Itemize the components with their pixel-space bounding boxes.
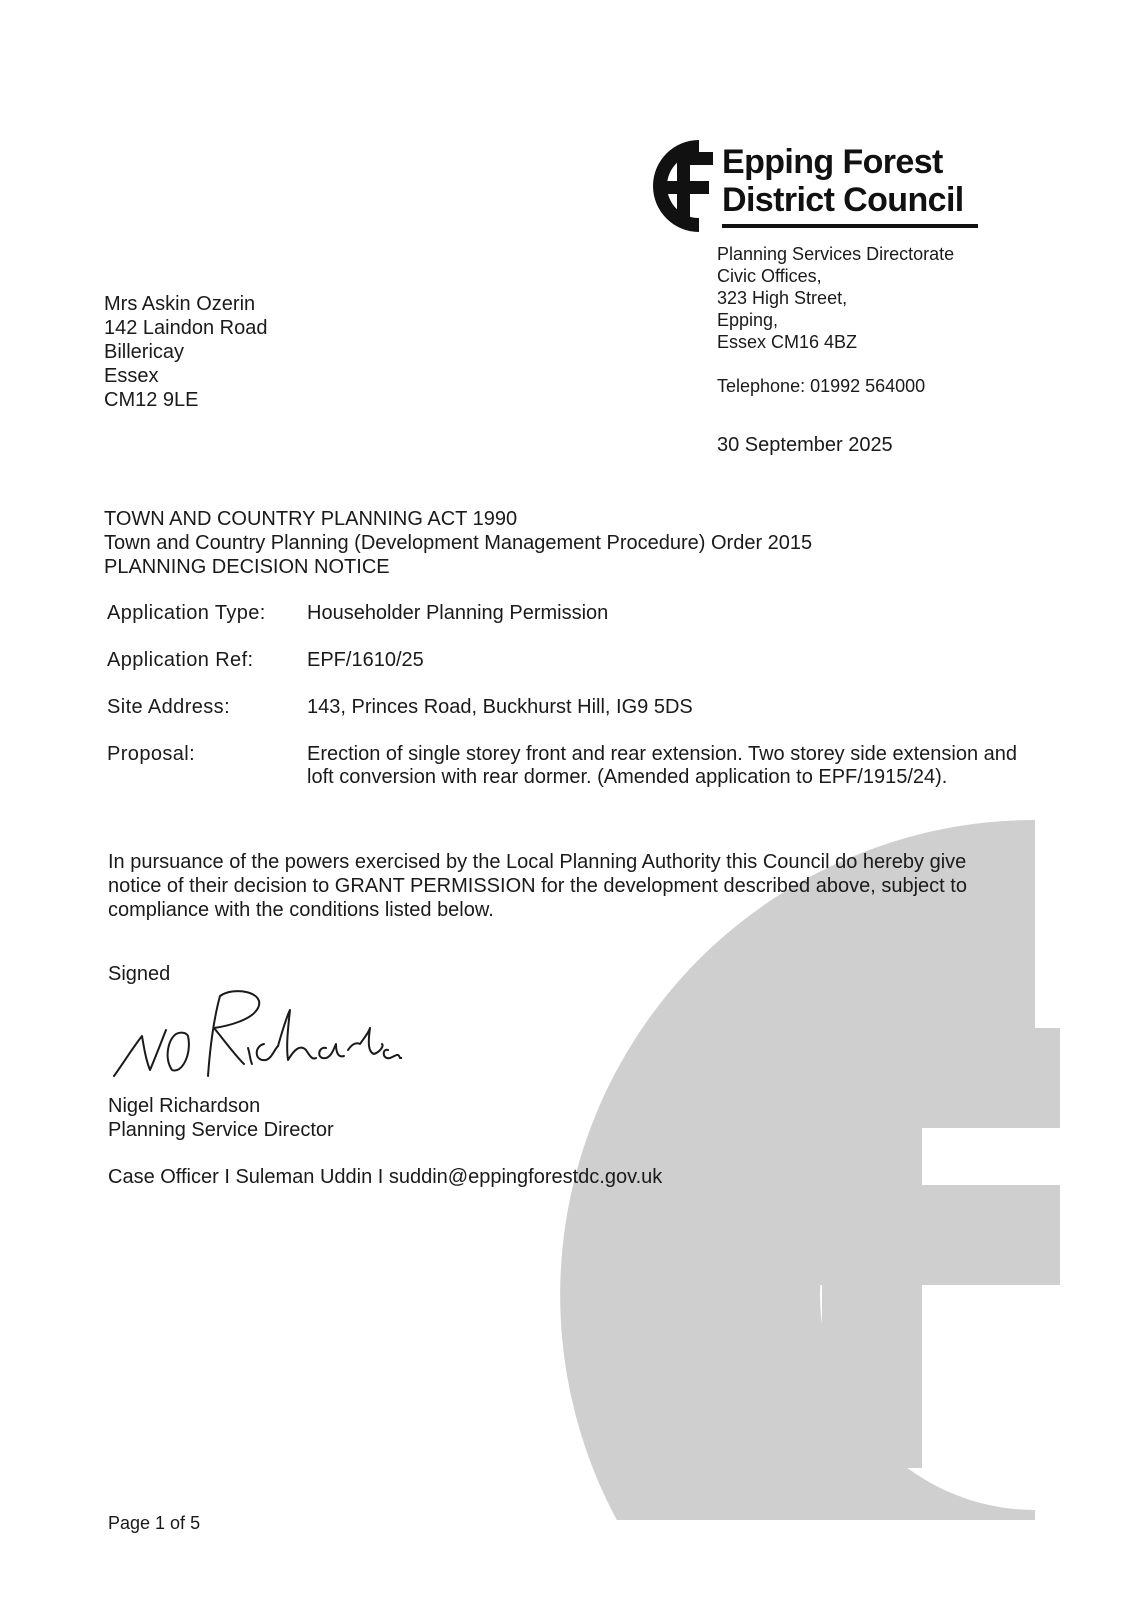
recipient-line: 142 Laindon Road	[104, 317, 268, 339]
act-heading-line1: TOWN AND COUNTRY PLANNING ACT 1990	[104, 508, 518, 530]
signatory-name: Nigel Richardson	[108, 1095, 261, 1117]
application-ref-label: Application Ref:	[107, 649, 254, 671]
council-address-line: 323 High Street,	[717, 288, 848, 308]
council-name-line2: District Council	[722, 181, 964, 219]
proposal-value: Erection of single storey front and rear extension. Two storey side extension and loft conversion with rear dormer. (Amended application to EPF/1915/24).	[307, 743, 1018, 788]
act-heading-line3: PLANNING DECISION NOTICE	[104, 556, 390, 578]
application-type-label: Application Type:	[107, 602, 266, 624]
decision-text: In pursuance of the powers exercised by the Local Planning Authority this Council do hereby give notice of their decision to GRANT PERMISSION for the development described above, subject to compliance with the conditions listed below.	[108, 851, 967, 921]
recipient-line: Mrs Askin Ozerin	[104, 293, 256, 315]
council-address-line: Planning Services Directorate	[717, 244, 955, 264]
council-address	[717, 243, 954, 353]
council-name	[722, 143, 964, 219]
signature-image	[112, 988, 402, 1088]
recipient-address	[104, 292, 267, 412]
council-address-line: Epping,	[717, 310, 779, 330]
application-ref-value: EPF/1610/25	[307, 649, 424, 671]
application-type-value: Householder Planning Permission	[307, 602, 609, 624]
page-number: Page 1 of 5	[108, 1513, 201, 1533]
recipient-line: Essex	[104, 365, 159, 387]
signatory	[108, 1094, 334, 1142]
council-address-line: Civic Offices,	[717, 266, 822, 286]
recipient-line: Billericay	[104, 341, 185, 363]
council-telephone: Telephone: 01992 564000	[717, 376, 926, 396]
recipient-line: CM12 9LE	[104, 389, 199, 411]
proposal-label: Proposal:	[107, 743, 196, 765]
case-officer-line: Case Officer I Suleman Uddin I suddin@eppingforestdc.gov.uk	[108, 1166, 663, 1188]
act-heading-line2: Town and Country Planning (Development Management Procedure) Order 2015	[104, 532, 813, 554]
council-address-line: Essex CM16 4BZ	[717, 332, 858, 352]
site-address-label: Site Address:	[107, 696, 231, 718]
council-name-line1: Epping Forest	[722, 143, 943, 181]
act-heading	[104, 507, 812, 579]
council-name-underline	[722, 224, 978, 228]
letter-date: 30 September 2025	[717, 434, 893, 456]
signatory-title: Planning Service Director	[108, 1119, 334, 1141]
signed-label: Signed	[108, 963, 171, 985]
site-address-value: 143, Princes Road, Buckhurst Hill, IG9 5DS	[307, 696, 693, 718]
